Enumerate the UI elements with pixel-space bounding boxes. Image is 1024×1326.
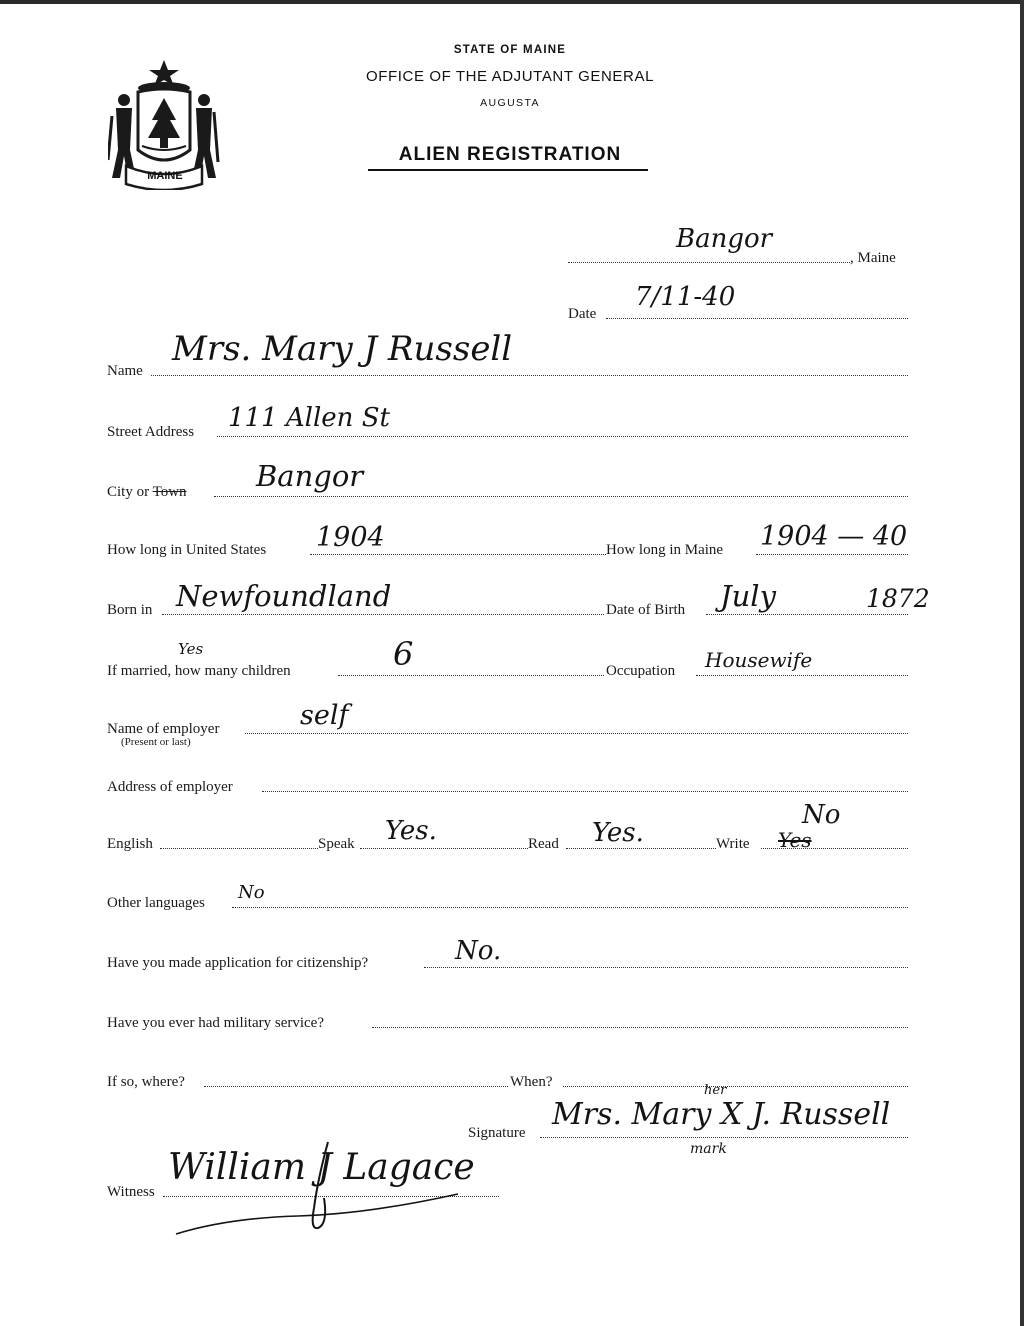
street-address-label: Street Address <box>107 424 195 440</box>
married-value: Yes <box>178 640 204 658</box>
seal-banner-label: MAINE <box>147 170 183 182</box>
children-line <box>338 675 604 676</box>
scan-edge-top <box>0 0 1024 4</box>
signature-her: her <box>704 1083 727 1098</box>
employer-label: Name of employer <box>107 721 220 737</box>
city-or-label: City or <box>107 484 150 500</box>
header-city: AUGUSTA <box>480 97 540 109</box>
date-label: Date <box>568 306 597 322</box>
citizenship-line <box>424 967 908 968</box>
write-value: No <box>802 800 841 830</box>
other-languages-line <box>232 907 908 908</box>
military-line <box>372 1027 908 1028</box>
street-address-value: 111 Allen St <box>228 403 390 433</box>
occupation-label: Occupation <box>606 663 676 679</box>
date-of-birth-label: Date of Birth <box>606 602 686 618</box>
city-value: Bangor <box>256 459 364 493</box>
read-line <box>566 848 716 849</box>
how-long-us-line <box>310 554 606 555</box>
name-line <box>151 375 908 376</box>
english-line <box>160 848 318 849</box>
when-line <box>563 1086 908 1087</box>
employer-line <box>245 733 908 734</box>
seal-banner-text <box>124 165 206 185</box>
other-languages-value: No <box>238 882 265 903</box>
occupation-line <box>696 675 908 676</box>
form-title: ALIEN REGISTRATION <box>398 144 622 165</box>
speak-line <box>360 848 528 849</box>
how-long-maine-line <box>756 554 908 555</box>
date-value: 7/11-40 <box>635 282 736 312</box>
header-office: OFFICE OF THE ADJUTANT GENERAL <box>365 68 655 85</box>
children-value: 6 <box>393 635 414 673</box>
street-address-line <box>217 436 908 437</box>
born-in-line <box>162 614 604 615</box>
english-label: English <box>107 836 153 852</box>
occupation-value: Housewife <box>705 648 813 672</box>
citizenship-value: No. <box>455 936 502 966</box>
maine-label: , Maine <box>850 250 896 266</box>
place-line <box>568 262 850 263</box>
how-long-maine-value: 1904 — 40 <box>760 521 908 552</box>
write-label: Write <box>716 836 750 852</box>
signature-value: Mrs. Mary X J. Russell <box>552 1097 891 1132</box>
if-married-label: If married, how many children <box>107 663 291 679</box>
place-value: Bangor <box>676 224 773 254</box>
town-label-struck: Town <box>152 484 187 500</box>
citizenship-label: Have you made application for citizenship? <box>107 955 369 971</box>
address-employer-label: Address of employer <box>107 779 233 795</box>
read-value: Yes. <box>592 818 644 848</box>
speak-value: Yes. <box>385 816 437 846</box>
employer-value: self <box>300 700 349 731</box>
how-long-us-label: How long in United States <box>107 542 267 558</box>
header-state: STATE OF MAINE <box>453 44 567 56</box>
name-label: Name <box>107 363 143 379</box>
date-line <box>606 318 908 319</box>
witness-value: William J Lagace <box>168 1147 475 1188</box>
signature-mark: mark <box>690 1141 727 1157</box>
title-underline <box>368 169 648 171</box>
when-label: When? <box>510 1074 553 1090</box>
signature-label: Signature <box>468 1125 526 1141</box>
employer-note: (Present or last) <box>121 736 191 748</box>
write-value-struck: Yes <box>778 828 812 852</box>
if-so-where-line <box>204 1086 508 1087</box>
other-languages-label: Other languages <box>107 895 205 911</box>
military-label: Have you ever had military service? <box>107 1015 324 1031</box>
born-in-value: Newfoundland <box>176 579 392 613</box>
if-so-where-label: If so, where? <box>107 1074 185 1090</box>
speak-label: Speak <box>318 836 355 852</box>
read-label: Read <box>528 836 559 852</box>
scan-edge-right <box>1020 0 1024 1326</box>
witness-label: Witness <box>107 1184 155 1200</box>
how-long-us-value: 1904 <box>316 522 385 553</box>
date-of-birth-line <box>706 614 908 615</box>
signature-line <box>540 1137 908 1138</box>
witness-flourish <box>168 1138 468 1238</box>
city-label <box>107 483 187 501</box>
name-value: Mrs. Mary J Russell <box>172 329 513 369</box>
how-long-maine-label: How long in Maine <box>606 542 724 558</box>
date-of-birth-month: July <box>720 579 776 613</box>
address-employer-line <box>262 791 908 792</box>
city-line <box>214 496 908 497</box>
born-in-label: Born in <box>107 602 153 618</box>
date-of-birth-year: 1872 <box>866 584 930 613</box>
